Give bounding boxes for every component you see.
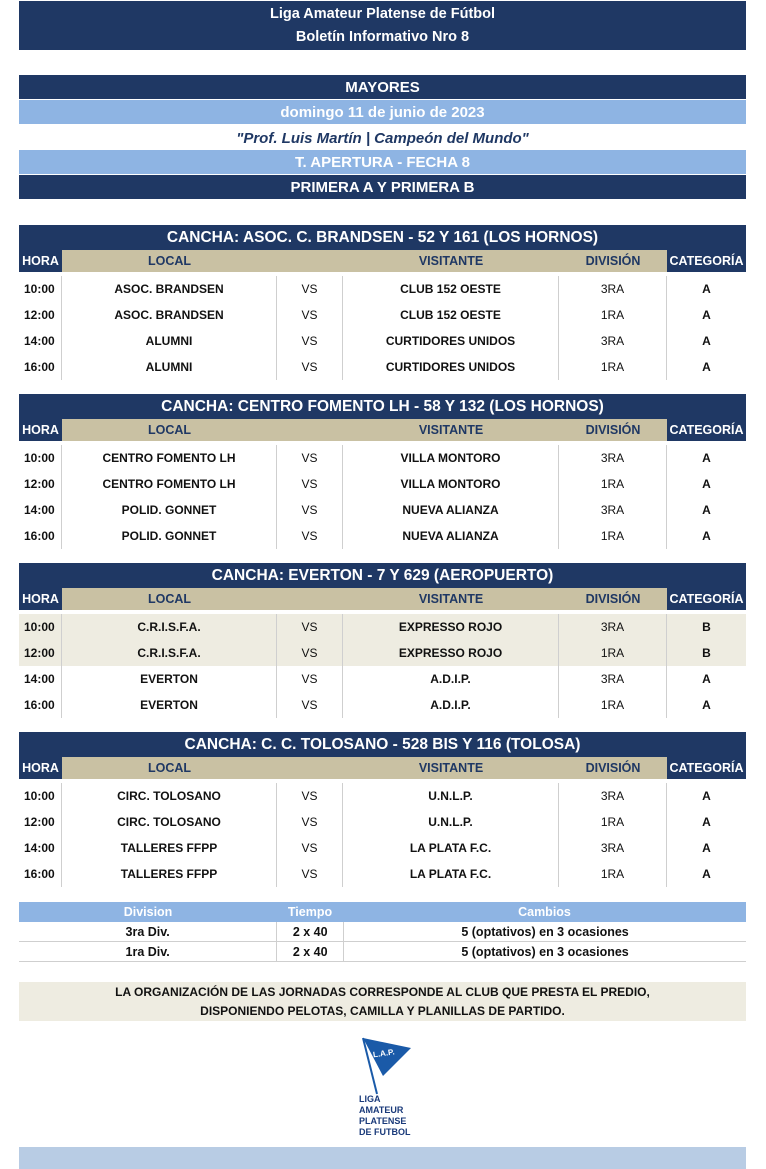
match-hora: 14:00: [19, 835, 62, 861]
match-division: 1RA: [559, 302, 667, 328]
rules-cambios: 5 (optativos) en 3 ocasiones: [461, 944, 629, 959]
match-division: 3RA: [559, 614, 667, 640]
match-vs: VS: [277, 497, 343, 523]
match-visitante: NUEVA ALIANZA: [343, 523, 559, 549]
logo-line-3: PLATENSE: [359, 1116, 407, 1126]
rules-cambios: 5 (optativos) en 3 ocasiones: [461, 924, 629, 939]
match-categoria: B: [702, 620, 711, 634]
table-row: [19, 640, 746, 666]
dedication-text: "Prof. Luis Martín | Campeón del Mundo": [236, 129, 529, 147]
col-local: LOCAL: [62, 250, 277, 272]
match-hora: 10:00: [19, 445, 62, 471]
match-vs: VS: [277, 445, 343, 471]
match-division: 1RA: [559, 640, 667, 666]
col-division: DIVISIÓN: [559, 250, 667, 272]
match-vs: VS: [277, 354, 343, 380]
match-categoria: A: [702, 334, 711, 348]
match-hora: 10:00: [19, 276, 62, 302]
match-hora: 12:00: [19, 809, 62, 835]
match-categoria: A: [702, 451, 711, 465]
match-categoria: A: [702, 841, 711, 855]
table-row: [19, 614, 746, 640]
match-visitante: CURTIDORES UNIDOS: [343, 354, 559, 380]
match-division: 3RA: [559, 276, 667, 302]
match-local: POLID. GONNET: [62, 497, 277, 523]
col-vs: [277, 250, 343, 272]
match-visitante: U.N.L.P.: [343, 783, 559, 809]
category-banner: MAYORES: [19, 75, 746, 99]
match-local: POLID. GONNET: [62, 523, 277, 549]
cancha-section: [19, 225, 746, 380]
logo-caption: [359, 1094, 411, 1138]
flag-text: L.A.P.: [372, 1047, 396, 1060]
match-division: 3RA: [559, 666, 667, 692]
table-row: [19, 809, 746, 835]
match-division: 1RA: [559, 523, 667, 549]
table-row: [19, 523, 746, 549]
match-categoria: A: [702, 672, 711, 686]
match-local: CIRC. TOLOSANO: [62, 809, 277, 835]
match-categoria: A: [702, 529, 711, 543]
rules-col-tiempo: Tiempo: [287, 905, 333, 919]
rules-division: 1ra Div.: [125, 944, 170, 959]
table-row: [19, 471, 746, 497]
col-local: LOCAL: [62, 588, 277, 610]
match-categoria: A: [702, 789, 711, 803]
table-row: [19, 497, 746, 523]
table-header: [19, 757, 746, 779]
match-division: 1RA: [559, 471, 667, 497]
bulletin-number: Boletín Informativo Nro 8: [295, 28, 470, 45]
col-vs: [277, 419, 343, 441]
match-hora: 10:00: [19, 783, 62, 809]
cancha-title: CANCHA: C. C. TOLOSANO - 528 BIS Y 116 (TOLOSA): [19, 732, 746, 757]
col-categoria: CATEGORÍA: [667, 588, 746, 610]
match-division: 1RA: [559, 861, 667, 887]
match-vs: VS: [277, 328, 343, 354]
col-hora: HORA: [19, 757, 62, 779]
match-division: 1RA: [559, 692, 667, 718]
match-local: ASOC. BRANDSEN: [62, 302, 277, 328]
match-local: CENTRO FOMENTO LH: [62, 471, 277, 497]
cancha-title: CANCHA: EVERTON - 7 Y 629 (AEROPUERTO): [19, 563, 746, 588]
col-hora: HORA: [19, 250, 62, 272]
match-local: ALUMNI: [62, 328, 277, 354]
match-visitante: EXPRESSO ROJO: [343, 640, 559, 666]
cancha-section: [19, 394, 746, 549]
col-visitante: VISITANTE: [343, 588, 559, 610]
col-hora: HORA: [19, 419, 62, 441]
match-local: CENTRO FOMENTO LH: [62, 445, 277, 471]
match-division: 3RA: [559, 497, 667, 523]
match-visitante: EXPRESSO ROJO: [343, 614, 559, 640]
match-visitante: CLUB 152 OESTE: [343, 276, 559, 302]
match-local: CIRC. TOLOSANO: [62, 783, 277, 809]
match-division: 3RA: [559, 783, 667, 809]
match-local: TALLERES FFPP: [62, 835, 277, 861]
rules-header: [19, 902, 746, 922]
rules-col-division: Division: [123, 905, 173, 919]
match-hora: 16:00: [19, 523, 62, 549]
match-local: TALLERES FFPP: [62, 861, 277, 887]
match-hora: 14:00: [19, 497, 62, 523]
match-visitante: LA PLATA F.C.: [343, 835, 559, 861]
col-vs: [277, 588, 343, 610]
match-local: C.R.I.S.F.A.: [62, 640, 277, 666]
rules-table: [19, 902, 746, 962]
match-categoria: A: [702, 282, 711, 296]
match-hora: 12:00: [19, 471, 62, 497]
cancha-title: CANCHA: CENTRO FOMENTO LH - 58 Y 132 (LOS HORNOS): [19, 394, 746, 419]
match-local: ALUMNI: [62, 354, 277, 380]
match-visitante: VILLA MONTORO: [343, 471, 559, 497]
match-hora: 10:00: [19, 614, 62, 640]
match-vs: VS: [277, 471, 343, 497]
rules-division: 3ra Div.: [125, 924, 170, 939]
match-vs: VS: [277, 861, 343, 887]
table-row: [19, 835, 746, 861]
divisions-banner: PRIMERA A Y PRIMERA B: [19, 175, 746, 199]
col-division: DIVISIÓN: [559, 588, 667, 610]
match-division: 3RA: [559, 445, 667, 471]
logo-line-1: LIGA: [359, 1094, 381, 1104]
bulletin-header: [19, 1, 746, 50]
match-division: 3RA: [559, 835, 667, 861]
table-row: [19, 861, 746, 887]
col-hora: HORA: [19, 588, 62, 610]
match-visitante: A.D.I.P.: [343, 692, 559, 718]
match-categoria: A: [702, 360, 711, 374]
match-categoria: B: [702, 646, 711, 660]
rules-tiempo: 2 x 40: [276, 922, 344, 941]
col-visitante: VISITANTE: [343, 250, 559, 272]
match-vs: VS: [277, 614, 343, 640]
cancha-title: CANCHA: ASOC. C. BRANDSEN - 52 Y 161 (LOS HORNOS): [19, 225, 746, 250]
col-visitante: VISITANTE: [343, 419, 559, 441]
match-categoria: A: [702, 503, 711, 517]
table-row: [19, 692, 746, 718]
match-visitante: VILLA MONTORO: [343, 445, 559, 471]
table-row: [19, 445, 746, 471]
match-division: 1RA: [559, 809, 667, 835]
col-division: DIVISIÓN: [559, 419, 667, 441]
match-local: EVERTON: [62, 666, 277, 692]
match-visitante: CLUB 152 OESTE: [343, 302, 559, 328]
match-vs: VS: [277, 783, 343, 809]
note-line-2: DISPONIENDO PELOTAS, CAMILLA Y PLANILLAS DE PARTIDO.: [200, 1003, 565, 1018]
col-local: LOCAL: [62, 757, 277, 779]
match-division: 3RA: [559, 328, 667, 354]
match-vs: VS: [277, 523, 343, 549]
match-hora: 12:00: [19, 640, 62, 666]
flag-icon: [355, 1036, 425, 1096]
match-categoria: A: [702, 308, 711, 322]
logo-line-2: AMATEUR: [359, 1105, 404, 1115]
logo-line-4: DE FUTBOL: [359, 1127, 411, 1137]
col-division: DIVISIÓN: [559, 757, 667, 779]
match-vs: VS: [277, 835, 343, 861]
table-row: [19, 328, 746, 354]
footer-band: [19, 1147, 746, 1169]
table-header: [19, 250, 746, 272]
table-row: [19, 354, 746, 380]
match-hora: 16:00: [19, 354, 62, 380]
league-logo: [355, 1036, 425, 1148]
match-visitante: A.D.I.P.: [343, 666, 559, 692]
match-categoria: A: [702, 477, 711, 491]
col-local: LOCAL: [62, 419, 277, 441]
table-row: [19, 666, 746, 692]
match-local: EVERTON: [62, 692, 277, 718]
match-vs: VS: [277, 692, 343, 718]
rules-tiempo: 2 x 40: [276, 942, 344, 961]
match-visitante: CURTIDORES UNIDOS: [343, 328, 559, 354]
col-categoria: CATEGORÍA: [667, 419, 746, 441]
table-header: [19, 588, 746, 610]
match-categoria: A: [702, 867, 711, 881]
match-categoria: A: [702, 815, 711, 829]
match-local: C.R.I.S.F.A.: [62, 614, 277, 640]
table-row: [19, 276, 746, 302]
organization-note: [19, 982, 746, 1021]
table-row: [19, 783, 746, 809]
col-categoria: CATEGORÍA: [667, 250, 746, 272]
match-visitante: LA PLATA F.C.: [343, 861, 559, 887]
match-hora: 14:00: [19, 328, 62, 354]
rules-row: [19, 922, 746, 942]
cancha-section: [19, 732, 746, 887]
match-vs: VS: [277, 809, 343, 835]
col-visitante: VISITANTE: [343, 757, 559, 779]
match-visitante: NUEVA ALIANZA: [343, 497, 559, 523]
match-hora: 16:00: [19, 692, 62, 718]
match-visitante: U.N.L.P.: [343, 809, 559, 835]
match-hora: 14:00: [19, 666, 62, 692]
match-categoria: A: [702, 698, 711, 712]
date-banner: domingo 11 de junio de 2023: [19, 100, 746, 124]
match-local: ASOC. BRANDSEN: [62, 276, 277, 302]
match-vs: VS: [277, 666, 343, 692]
match-hora: 16:00: [19, 861, 62, 887]
match-vs: VS: [277, 640, 343, 666]
col-vs: [277, 757, 343, 779]
league-name: Liga Amateur Platense de Fútbol: [269, 5, 496, 22]
table-header: [19, 419, 746, 441]
cancha-section: [19, 563, 746, 718]
match-hora: 12:00: [19, 302, 62, 328]
match-vs: VS: [277, 302, 343, 328]
tournament-banner: T. APERTURA - FECHA 8: [19, 150, 746, 174]
rules-row: [19, 942, 746, 962]
col-categoria: CATEGORÍA: [667, 757, 746, 779]
note-line-1: LA ORGANIZACIÓN DE LAS JORNADAS CORRESPONDE AL CLUB QUE PRESTA EL PREDIO,: [115, 984, 650, 999]
table-row: [19, 302, 746, 328]
match-vs: VS: [277, 276, 343, 302]
rules-col-cambios: Cambios: [518, 905, 571, 919]
match-division: 1RA: [559, 354, 667, 380]
